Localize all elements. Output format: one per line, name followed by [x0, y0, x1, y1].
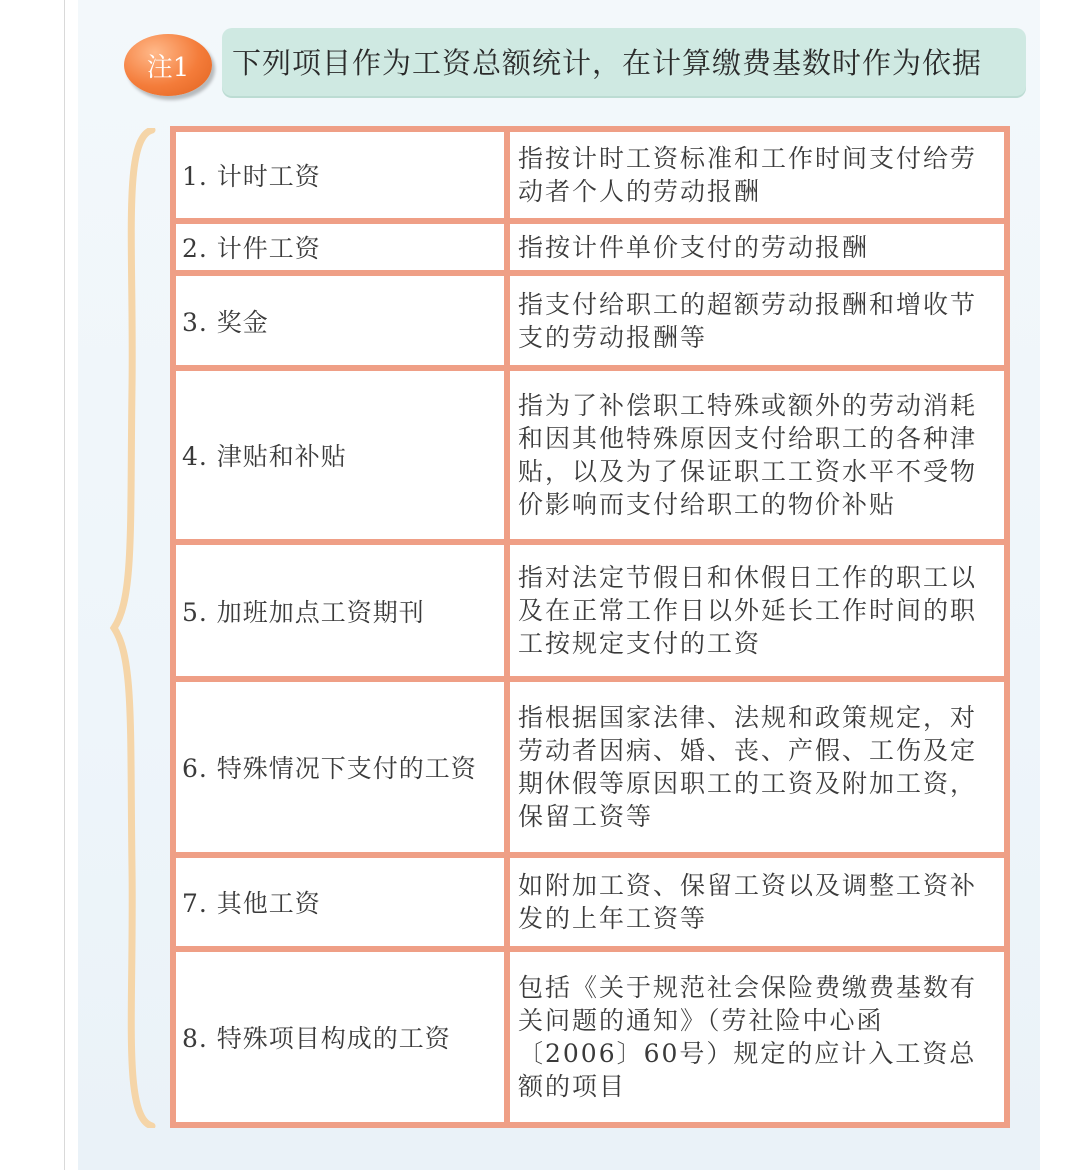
table-row: [173, 679, 1007, 855]
note-badge-label: 注1: [146, 53, 190, 83]
table-row: [173, 949, 1007, 1125]
item-cell: 6. 特殊情况下支付的工资: [173, 679, 507, 855]
item-cell: 2. 计件工资: [173, 221, 507, 273]
item-cell: 7. 其他工资: [173, 855, 507, 949]
table-row: [173, 273, 1007, 368]
table-row: [173, 221, 1007, 273]
description-cell: 如附加工资、保留工资以及调整工资补发的上年工资等: [507, 855, 1007, 949]
description-cell: 指根据国家法律、法规和政策规定，对劳动者因病、婚、丧、产假、工伤及定期休假等原因职工的工资及附加工资，保留工资等: [507, 679, 1007, 855]
table-row: [173, 368, 1007, 542]
table-row: [173, 542, 1007, 679]
table-row: [173, 855, 1007, 949]
description-cell: 指支付给职工的超额劳动报酬和增收节支的劳动报酬等: [507, 273, 1007, 368]
item-cell: 8. 特殊项目构成的工资: [173, 949, 507, 1125]
description-cell: 指按计时工资标准和工作时间支付给劳动者个人的劳动报酬: [507, 129, 1007, 221]
item-cell: 3. 奖金: [173, 273, 507, 368]
left-brace-icon: [104, 128, 164, 1128]
page-edge-line: [64, 0, 65, 1170]
description-cell: 指对法定节假日和休假日工作的职工以及在正常工作日以外延长工作时间的职工按规定支付的工资: [507, 542, 1007, 679]
wage-items-table: [170, 126, 1010, 1128]
header-title: 下列项目作为工资总额统计，在计算缴费基数时作为依据: [232, 46, 983, 80]
wage-items-table-wrap: [170, 126, 1010, 1128]
description-cell: 指按计件单价支付的劳动报酬: [507, 221, 1007, 273]
description-cell: 包括《关于规范社会保险费缴费基数有关问题的通知》（劳社险中心函〔2006〕60号）规定的应计入工资总额的项目: [507, 949, 1007, 1125]
description-cell: 指为了补偿职工特殊或额外的劳动消耗和因其他特殊原因支付给职工的各种津贴，以及为了保证职工工资水平不受物价影响而支付给职工的物价补贴: [507, 368, 1007, 542]
table-row: [173, 129, 1007, 221]
item-cell: 1. 计时工资: [173, 129, 507, 221]
item-cell: 5. 加班加点工资期刊: [173, 542, 507, 679]
item-cell: 4. 津贴和补贴: [173, 368, 507, 542]
